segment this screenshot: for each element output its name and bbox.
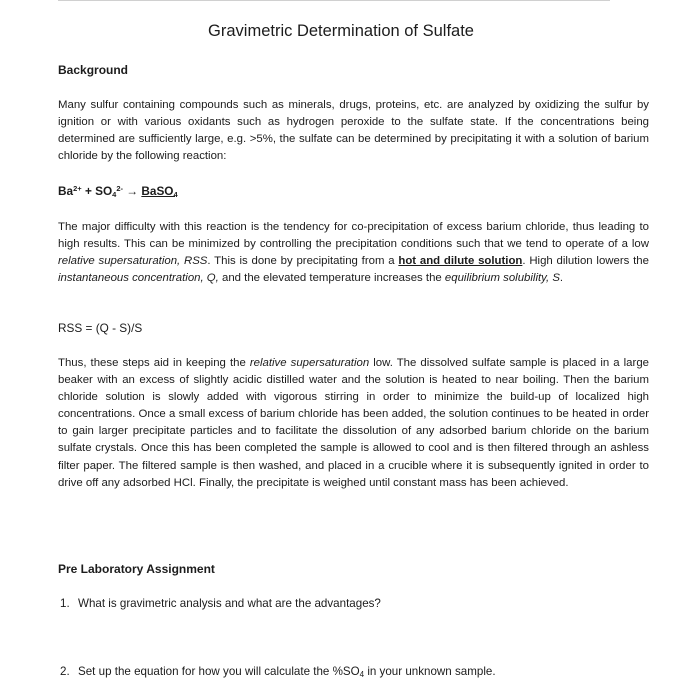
- p3-text-2: low. The dissolved sulfate sample is placed in a large beaker with an excess of slightly acidic distilled water and the solution is heated to near boiling. Then the barium chloride solution is slowly added with vigorous stirring in order to minimize the build-up of localized high concentrations. Once a small excess of barium chloride has been added, the solution continues to be heated in order to gain larger precipitate particles and to facilitate the dissolution of any adsorbed barium chloride on the barium sulfate crystals. Once this has been completed the sample is allowed to cool and is then filtered through an ashless filter paper. The filtered sample is then washed, and placed in a crucible where it is subsequently ignited in order to drive off any adsorbed HCl. Finally, the precipitate is weighed until constant mass has been achieved.: [58, 357, 649, 489]
- sulfate-charge: 2-: [116, 184, 123, 193]
- question-number: 2.: [60, 665, 70, 678]
- document-title: Gravimetric Determination of Sulfate: [208, 22, 474, 40]
- sulfate-ion: SO: [95, 184, 113, 198]
- product-subscript: 4: [173, 190, 178, 199]
- plus-sign: +: [84, 184, 92, 198]
- barium-ion: Ba: [58, 184, 74, 198]
- question-subscript: 4: [359, 670, 365, 679]
- background-paragraph-1: Many sulfur containing compounds such as minerals, drugs, proteins, etc. are analyzed by oxidizing the sulfur by ignition or with various oxidants such as hydrogen peroxide to the sulfate state. If the concentrations being determined are sufficiently large, e.g. >5%, the sulfate can be determined by precipitating it with a solution of barium chloride by the following reaction:: [58, 99, 649, 163]
- barium-charge: 2+: [73, 184, 82, 193]
- question-number: 1.: [60, 597, 70, 610]
- product-formula: BaSO: [141, 184, 174, 198]
- p2-text-3: . High dilution lowers the: [522, 255, 649, 268]
- prelab-heading: Pre Laboratory Assignment: [58, 562, 215, 576]
- p2-italic-q: instantaneous concentration, Q,: [58, 272, 219, 285]
- reaction-arrow-icon: →: [126, 184, 139, 198]
- rss-equation: RSS = (Q - S)/S: [58, 321, 143, 335]
- reaction-equation: [58, 184, 178, 199]
- background-heading: Background: [58, 63, 129, 77]
- question-text-end: in your unknown sample.: [364, 665, 496, 678]
- p2-text-4: and the elevated temperature increases the: [218, 272, 445, 285]
- question-2: [60, 665, 496, 679]
- question-text: What is gravimetric analysis and what are the advantages?: [78, 597, 381, 610]
- question-1: [60, 597, 381, 610]
- p2-text-1: The major difficulty with this reaction is the tendency for co-precipitation of excess barium chloride, thus leading to high results. This can be minimized by controlling the precipitation conditions such that we tend to operate of a low: [58, 221, 649, 251]
- background-paragraph-2: [58, 219, 649, 287]
- p2-italic-s: equilibrium solubility, S: [444, 272, 560, 285]
- question-text: Set up the equation for how you will calculate the %SO: [78, 665, 360, 678]
- p3-italic: relative supersaturation: [249, 357, 370, 369]
- top-divider: [58, 0, 610, 1]
- p2-italic-rss: relative supersaturation, RSS: [58, 255, 208, 268]
- sulfate-subscript: 4: [112, 190, 117, 199]
- p2-text-5: .: [559, 272, 564, 285]
- p2-text-2: . This is done by precipitating from a: [207, 255, 399, 268]
- p3-text-1: Thus, these steps aid in keeping the: [58, 357, 250, 369]
- p2-hot-dilute: hot and dilute solution: [398, 255, 523, 268]
- background-paragraph-3: [58, 355, 649, 492]
- product: [141, 184, 177, 198]
